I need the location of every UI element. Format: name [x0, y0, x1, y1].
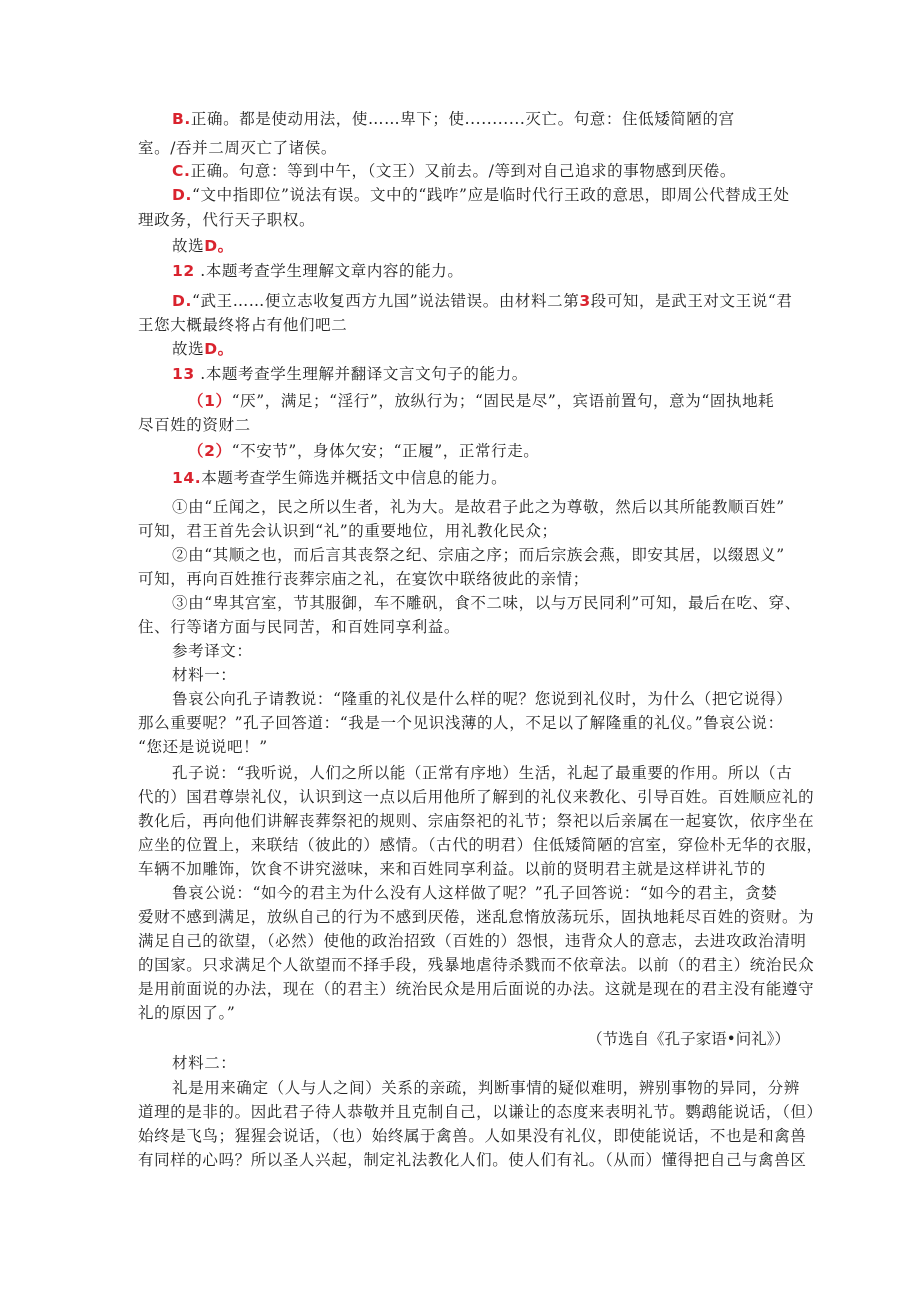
answer-line: [138, 314, 788, 336]
section-label: [172, 664, 822, 686]
answer-line: [138, 209, 788, 231]
question-number: 14.: [172, 469, 202, 487]
translation-line: [138, 858, 788, 880]
translation-line: [172, 762, 822, 784]
line-text: 室。/吞并二周灭亡了诸侯。: [138, 139, 338, 157]
question-number: 12: [172, 262, 195, 280]
translation-line: [138, 810, 815, 832]
line-text: （节选自《孔子家语•问礼》）: [587, 1030, 790, 1048]
answer-line: [172, 235, 822, 257]
option-label: C.: [172, 162, 191, 180]
line-text: 可知，君王首先会认识到“礼”的重要地位，用礼教化民众；: [138, 522, 558, 540]
translation-line: [138, 834, 823, 856]
line-text: 始终是飞鸟；猩猩会说话，（也）始终属于禽兽。人如果没有礼仪，即使能说话，不也是和禽兽: [138, 1127, 807, 1145]
line-text: 道理的是非的。因此君子待人恭敬并且克制自己，以谦让的态度来表明礼节。鹦鹉能说话，（但）: [138, 1103, 823, 1121]
item-label: （2）: [188, 442, 232, 460]
answer-line: [172, 184, 822, 206]
line-text: 材料二：: [172, 1054, 237, 1072]
line-text: 代的）国君尊崇礼仪，认识到这一点以后用他所了解到的礼仪来教化、引导百姓。百姓顺应礼的: [138, 788, 815, 806]
question-header: [172, 467, 822, 489]
answer-line: [138, 520, 788, 542]
line-text: “不安节”，身体欠安；“正履”，正常行走。: [231, 442, 540, 460]
translation-line: [138, 1002, 788, 1024]
question-number: 13: [172, 365, 195, 383]
answer-line: [172, 108, 822, 130]
question-header: [172, 260, 822, 282]
line-text: 故选: [172, 237, 205, 255]
line-text: 爱财不感到满足，放纵自己的行为不感到厌倦，迷乱怠惰放荡玩乐，固执地耗尽百姓的资财。为: [138, 908, 815, 926]
line-text: 那么重要呢？”孔子回答道：“我是一个见识浅薄的人，不足以了解隆重的礼仪。”鲁哀公说：: [138, 714, 784, 732]
line-text: “厌”，满足；“淫行”，放纵行为；“固民是尽”，宾语前置句，意为“固执地耗: [231, 392, 775, 410]
answer-line: [138, 414, 788, 436]
line-text: 可知，再向百姓推行丧葬宗庙之礼，在宴饮中联络彼此的亲情；: [138, 570, 589, 588]
answer-line: [188, 390, 838, 412]
question-header: [172, 363, 822, 385]
answer-choice: D。: [204, 237, 234, 255]
line-text: 孔子说：“我听说，人们之所以能（正常有序地）生活，礼起了最重要的作用。所以（古: [172, 764, 793, 782]
line-text: 的国家。只求满足个人欲望而不择手段，残暴地虐待杀戮而不依章法。以前（的君主）统治民众: [138, 956, 815, 974]
translation-line: [138, 1101, 823, 1123]
translation-line: [138, 712, 788, 734]
line-text: 参考译文：: [172, 642, 253, 660]
line-text: 本题考查学生筛选并概括文中信息的能力。: [201, 469, 508, 487]
answer-choice: D。: [204, 340, 234, 358]
line-text: “文中指即位”说法有误。文中的“践咋”应是临时代行王政的意思，即周公代替成王处: [191, 186, 790, 204]
option-label: B.: [172, 110, 191, 128]
translation-line: [172, 688, 822, 710]
translation-line: [138, 1125, 807, 1147]
answer-line: [172, 592, 822, 614]
answer-line: [188, 440, 838, 462]
line-text: 满足自己的欲望，（必然）使他的政治招致（百姓的）怨恨，违背众人的意志，去进攻政治清明: [138, 932, 807, 950]
answer-line: [138, 137, 788, 159]
line-text: 正确。都是使动用法，使……卑下；使...........灭亡。句意：住低矮简陋的宫: [190, 110, 735, 128]
answer-line: [138, 616, 788, 638]
line-text: 鲁哀公说：“如今的君主为什么没有人这样做了呢？”孔子回答说：“如今的君主，贪婪: [172, 884, 778, 902]
line-text: 礼是用来确定（人与人之间）关系的亲疏，判断事情的疑似难明，辨别事物的异同，分辨: [172, 1079, 800, 1097]
line-text: 理政务，代行天子职权。: [138, 211, 316, 229]
line-text: ①由“丘闻之，民之所以生者，礼为大。是故君子此之为尊敬，然后以其所能教顺百姓”: [172, 498, 785, 516]
line-text: ③由“卑其宫室，节其服御，车不雕矾，食不二味，以与万民同利”可知，最后在吃、穿、: [172, 594, 801, 612]
translation-line: [138, 1149, 807, 1171]
line-text: 鲁哀公向孔子请教说：“隆重的礼仪是什么样的呢？您说到礼仪时，为什么（把它说得）: [172, 690, 793, 708]
line-text: .本题考查学生理解并翻译文言文句子的能力。: [194, 365, 528, 383]
translation-line: [138, 954, 815, 976]
translation-line: [172, 882, 822, 904]
translation-line: [138, 978, 815, 1000]
answer-line: [138, 568, 788, 590]
line-text: 故选: [172, 340, 205, 358]
translation-line: [138, 930, 807, 952]
line-text: 住、行等诸方面与民同苦，和百姓同享利益。: [138, 618, 461, 636]
line-text: .本题考查学生理解文章内容的能力。: [194, 262, 464, 280]
answer-line: [172, 544, 822, 566]
answer-line: [172, 160, 822, 182]
line-text: 是用前面说的办法，现在（的君主）统治民众是用后面说的办法。这就是现在的君主没有能遵守: [138, 980, 815, 998]
line-text: “您还是说说吧！”: [138, 738, 268, 756]
translation-line: [138, 906, 815, 928]
answer-line: [172, 496, 822, 518]
option-label: D.: [172, 292, 192, 310]
translation-line: [138, 786, 815, 808]
line-text: 段可知，是武王对文王说“君: [590, 292, 793, 310]
line-text: 教化后，再向他们讲解丧葬祭祀的规则、宗庙祭祀的礼节；祭祀以后亲属在一起宴饮，依序坐在: [138, 812, 815, 830]
translation-line: [138, 736, 788, 758]
paragraph-number: 3: [579, 292, 591, 310]
line-text: 车辆不加雕饰，饮食不讲究滋味，来和百姓同享利益。以前的贤明君主就是这样讲礼节的: [138, 860, 766, 878]
answer-line: [172, 290, 822, 312]
line-text: 王您大概最终将占有他们吧二: [138, 316, 348, 334]
answer-line: [172, 338, 822, 360]
line-text: 尽百姓的资财二: [138, 416, 251, 434]
option-label: D.: [172, 186, 192, 204]
line-text: 有同样的心吗？所以圣人兴起，制定礼法教化人们。使人们有礼。（从而）懂得把自己与禽兽区: [138, 1151, 807, 1169]
translation-line: [172, 1077, 822, 1099]
line-text: “武王……便立志收复西方九国”说法错误。由材料二第: [191, 292, 580, 310]
line-text: 材料一：: [172, 666, 237, 684]
line-text: ②由“其顺之也，而后言其丧祭之纪、宗庙之序；而后宗族会燕，即安其居，以缀恩义”: [172, 546, 785, 564]
source-citation: [560, 1028, 790, 1050]
line-text: 应坐的位置上，来联结（彼此的）感情。（古代的明君）住低矮简陋的宫室，穿俭朴无华的衣服，: [138, 836, 823, 854]
line-text: 礼的原因了。”: [138, 1004, 236, 1022]
item-label: （1）: [188, 392, 232, 410]
section-label: [172, 1052, 822, 1074]
line-text: 正确。句意：等到中午，（文王）又前去。/等到对自己追求的事物感到厌倦。: [190, 162, 736, 180]
section-label: [172, 640, 822, 662]
